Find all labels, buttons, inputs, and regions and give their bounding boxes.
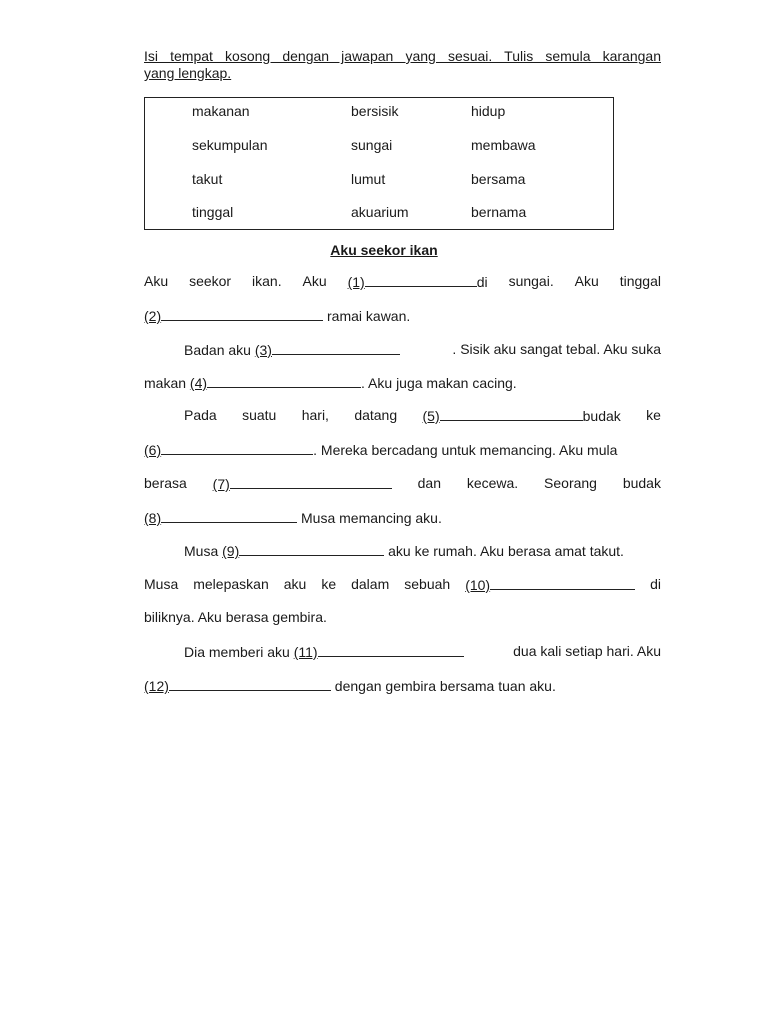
word-bank-item: bersisik xyxy=(351,103,399,119)
story-line-3: Badan aku (3) . Sisik aku sangat tebal. Aku suka xyxy=(184,341,661,358)
story-line-13: (12) dengan gembira bersama tuan aku. xyxy=(144,678,556,694)
story-line-4: makan (4) . Aku juga makan cacing. xyxy=(144,375,517,391)
blank-8[interactable]: (8) xyxy=(144,510,297,526)
word-bank-item: lumut xyxy=(351,171,386,187)
blank-7[interactable]: (7) xyxy=(213,474,392,493)
blank-11[interactable]: (11) xyxy=(294,644,464,660)
story-line-9: Musa (9) aku ke rumah. Aku berasa amat takut. xyxy=(184,543,624,559)
blank-9[interactable]: (9) xyxy=(222,543,384,559)
story-line-2: (2) ramai kawan. xyxy=(144,308,411,324)
instruction-line-2: yang lengkap. xyxy=(144,65,232,81)
blank-4[interactable]: (4) xyxy=(190,375,361,391)
word-bank-item: hidup xyxy=(471,103,506,119)
story-line-5: Pada suatu hari, datang (5) budak ke xyxy=(184,407,661,424)
blank-5[interactable]: (5) budak xyxy=(422,408,621,424)
story-line-11: biliknya. Aku berasa gembira. xyxy=(144,609,327,625)
word-bank-item: makanan xyxy=(192,103,250,119)
story-title: Aku seekor ikan xyxy=(330,242,438,258)
story-line-8: (8) Musa memancing aku. xyxy=(144,510,442,526)
word-bank-item: bernama xyxy=(471,204,527,220)
blank-10[interactable]: (10) xyxy=(465,575,635,594)
story-line-7: berasa (7) dan kecewa. Seorang budak xyxy=(144,475,661,492)
story-line-12: Dia memberi aku (11) dua kali setiap hari. Aku xyxy=(184,643,661,660)
story-line-10: Musa melepaskan aku ke dalam sebuah (10) di xyxy=(144,576,661,593)
instruction xyxy=(144,48,661,82)
story-line-6: (6) . Mereka bercadang untuk memancing. Aku mula xyxy=(144,442,618,458)
word-bank-item: sekumpulan xyxy=(192,137,268,153)
blank-2[interactable]: (2) xyxy=(144,308,323,324)
blank-12[interactable]: (12) xyxy=(144,678,331,694)
instruction-line-1: Isi tempat kosong dengan jawapan yang sesuai. Tulis semula karangan xyxy=(144,48,661,64)
word-bank-item: membawa xyxy=(471,137,536,153)
blank-6[interactable]: (6) xyxy=(144,442,313,458)
story-line-1: Aku seekor ikan. Aku (1) di sungai. Aku tinggal xyxy=(144,273,661,290)
word-bank-item: takut xyxy=(192,171,223,187)
blank-1[interactable]: (1) di xyxy=(347,274,488,290)
word-bank-box xyxy=(144,97,614,230)
word-bank-item: bersama xyxy=(471,171,526,187)
blank-3[interactable]: (3) xyxy=(251,342,400,358)
word-bank-item: tinggal xyxy=(192,204,234,220)
word-bank-item: sungai xyxy=(351,137,393,153)
word-bank-item: akuarium xyxy=(351,204,409,220)
